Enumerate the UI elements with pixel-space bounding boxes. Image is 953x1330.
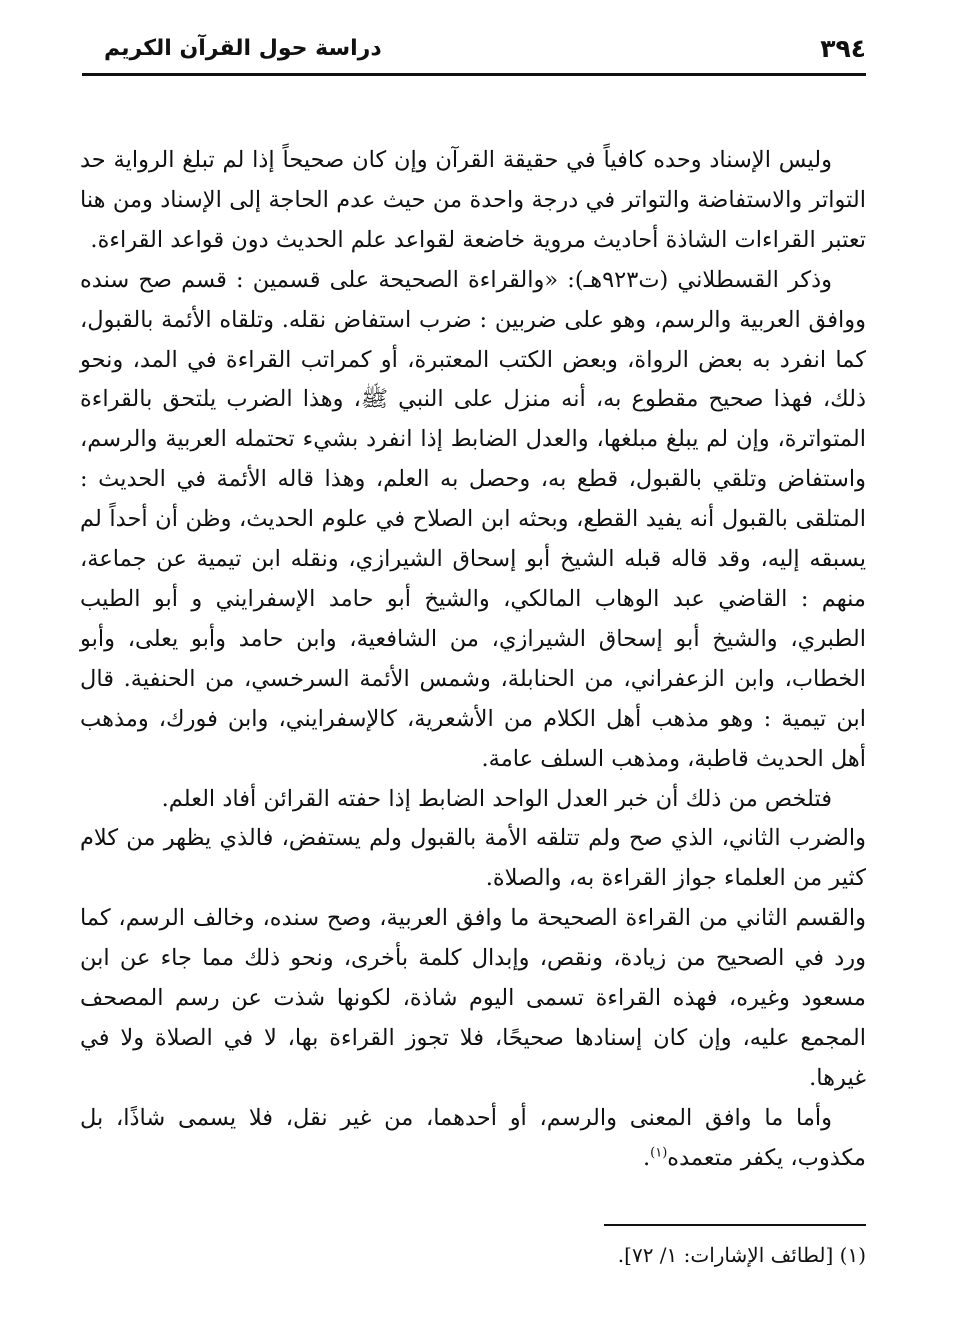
paragraph-6-text: وأما ما وافق المعنى والرسم، أو أحدهما، من غير نقل، فلا يسمى شاذًا، بل مكذوب، يكفر متعمده <box>80 1104 866 1171</box>
page-header <box>80 34 866 74</box>
paragraph-4: والضرب الثاني، الذي صح ولم تتلقه الأمة بالقبول ولم يستفض، فالذي يظهر من كلام كثير من العلماء جواز القراءة به، والصلاة. <box>80 825 866 892</box>
paragraph-6-end: . <box>643 1144 651 1171</box>
footnote-marker: (١) <box>650 1145 668 1161</box>
header-rule <box>82 73 866 76</box>
paragraph-2-quotation: وذكر القسطلاني (ت٩٢٣هـ): «والقراءة الصحيحة على قسمين : قسم صح سنده ووافق العربية والرسم، وهو على ضربين : ضرب استفاض نقله. وتلقاه الأئمة بالقبول، كما انفرد به بعض الرواة، وبعض الكتب المعتبرة، أو كمراتب القراءة في المد، ونحو ذلك، فهذا صحيح مقطوع به، أنه منزل على النبي ﷺ، وهذا الضرب يلتحق بالقراءة المتواترة، وإن لم يبلغ مبلغها، والعدل الضابط إذا انفرد بشيء تحتمله العربية والرسم، واستفاض وتلقي بالقبول، قطع به، وحصل به العلم، وهذا قاله الأئمة في الحديث : المتلقى بالقبول أنه يفيد القطع، وبحثه ابن الصلاح في علوم الحديث، وظن أن أحداً لم يسبقه إليه، وقد قاله قبله الشيخ أبو إسحاق الشيرازي، ونقله ابن تيمية عن جماعة، منهم : القاضي عبد الوهاب المالكي، والشيخ أبو حامد الإسفرايني و أبو الطيب الطبري، والشيخ أبو إسحاق الشيرازي، من الشافعية، وابن حامد وأبو يعلى، وأبو الخطاب، وابن الزعفراني، من الحنابلة، وشمس الأئمة السرخسي، من الحنفية. قال ابن تيمية : وهو مذهب أهل الكلام من الأشعرية، كالإسفرايني، وابن فورك، ومذهب أهل الحديث قاطبة، ومذهب السلف عامة. <box>80 266 866 772</box>
running-title: دراسة حول القرآن الكريم <box>104 36 382 61</box>
paragraph-6 <box>80 1099 866 1179</box>
body-text <box>80 141 866 1179</box>
paragraph-3: فتلخص من ذلك أن خبر العدل الواحد الضابط إذا حفته القرائن أفاد العلم. <box>161 785 832 812</box>
paragraph-5: والقسم الثاني من القراءة الصحيحة ما وافق العربية، وصح سنده، وخالف الرسم، كما ورد في الصحيح من زيادة، ونقص، وإبدال كلمة بأخرى، ونحو ذلك مما جاء عن ابن مسعود وغيره، فهذه القراءة تسمى اليوم شاذة، لكونها شذت عن رسم المصحف المجمع عليه، وإن كان إسنادها صحيحًا، فلا تجوز القراءة بها، لا في الصلاة ولا في غيرها. <box>80 905 866 1091</box>
page-number: ٣٩٤ <box>820 34 866 63</box>
paragraph-1: وليس الإسناد وحده كافياً في حقيقة القرآن وإن كان صحيحاً إذا لم تبلغ الرواية حد التواتر والاستفاضة والتواتر في درجة واحدة من حيث عدم الحاجة إلى الإسناد ومن هنا تعتبر القراءات الشاذة أحاديث مروية خاضعة لقواعد علم الحديث دون قواعد القراءة. <box>80 147 866 253</box>
footnote-rule <box>604 1224 866 1226</box>
footnote: (١) [لطائف الإشارات: ١/ ٧٢]. <box>617 1243 866 1267</box>
